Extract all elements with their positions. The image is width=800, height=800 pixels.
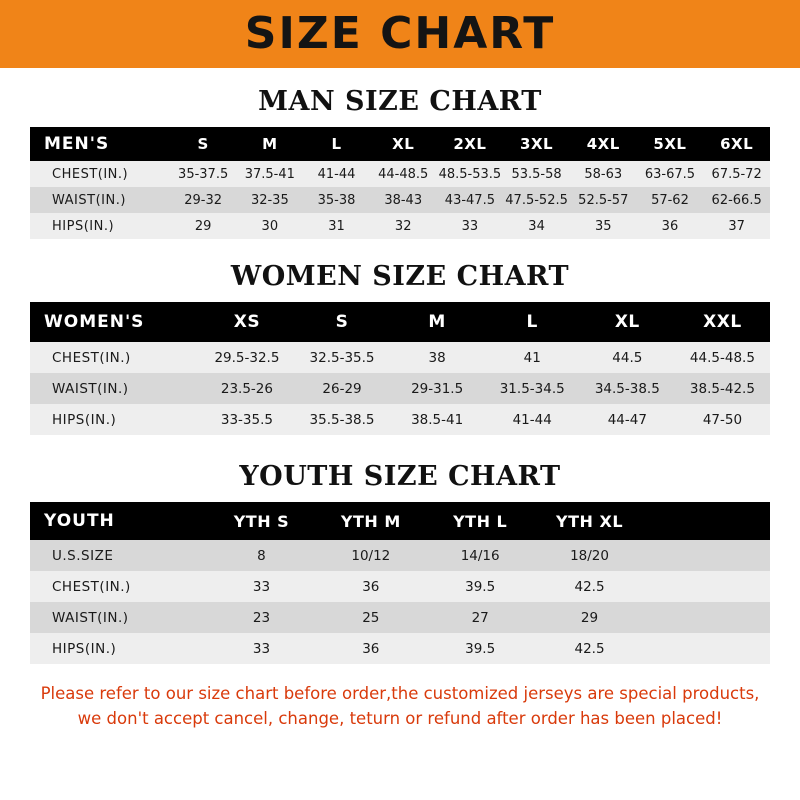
section-title-man: MAN SIZE CHART [258,86,542,117]
women-table-wrap [0,302,800,435]
youth-col-s: YTH S [207,502,316,540]
youth-table-head [30,502,770,540]
man-waist-xl: 38-43 [370,187,437,213]
man-col-3xl: 3XL [503,127,570,161]
youth-waist-l: 27 [425,602,534,633]
table-row [30,187,770,213]
man-hips-m: 30 [236,213,303,239]
man-chest-xl: 44-48.5 [370,161,437,187]
man-chest-4xl: 58-63 [570,161,637,187]
youth-ussize-s: 8 [207,540,316,571]
women-hips-xs: 33-35.5 [199,404,294,435]
youth-ussize-m: 10/12 [316,540,425,571]
women-chest-m: 38 [390,342,485,373]
youth-hips-xl: 42.5 [535,633,644,664]
women-hips-xxl: 47-50 [675,404,770,435]
man-col-6xl: 6XL [703,127,770,161]
youth-waist-s: 23 [207,602,316,633]
women-size-table [30,302,770,435]
women-hips-s: 35.5-38.5 [294,404,389,435]
youth-chest-xl: 42.5 [535,571,644,602]
man-waist-5xl: 57-62 [637,187,704,213]
youth-row-label-hips: HIPS(IN.) [30,633,207,664]
section-title-youth: YOUTH SIZE CHART [239,461,561,492]
women-col-xs: XS [199,302,294,342]
youth-col-xl: YTH XL [535,502,644,540]
women-hips-l: 41-44 [485,404,580,435]
women-col-l: L [485,302,580,342]
women-waist-m: 29-31.5 [390,373,485,404]
youth-chest-s: 33 [207,571,316,602]
youth-col-m: YTH M [316,502,425,540]
youth-table-body [30,540,770,664]
man-chest-6xl: 67.5-72 [703,161,770,187]
man-col-4xl: 4XL [570,127,637,161]
women-waist-s: 26-29 [294,373,389,404]
youth-row-label-ussize: U.S.SIZE [30,540,207,571]
women-chest-s: 32.5-35.5 [294,342,389,373]
footer-disclaimer [24,682,776,732]
youth-hips-s: 33 [207,633,316,664]
man-hips-3xl: 34 [503,213,570,239]
table-header-row [30,502,770,540]
youth-hips-spacer [644,633,770,664]
man-col-xl: XL [370,127,437,161]
women-header-label: WOMEN'S [30,302,199,342]
header-banner [0,0,800,68]
man-col-5xl: 5XL [637,127,704,161]
table-row [30,540,770,571]
women-chest-l: 41 [485,342,580,373]
man-waist-2xl: 43-47.5 [437,187,504,213]
youth-size-table [30,502,770,664]
women-table-head [30,302,770,342]
women-hips-m: 38.5-41 [390,404,485,435]
table-row [30,213,770,239]
table-header-row [30,127,770,161]
man-hips-5xl: 36 [637,213,704,239]
man-hips-l: 31 [303,213,370,239]
youth-waist-xl: 29 [535,602,644,633]
youth-table-wrap [0,502,800,664]
women-col-s: S [294,302,389,342]
table-row [30,602,770,633]
women-col-xxl: XXL [675,302,770,342]
women-table-body [30,342,770,435]
youth-ussize-spacer [644,540,770,571]
man-chest-3xl: 53.5-58 [503,161,570,187]
table-row [30,161,770,187]
page-title: SIZE CHART [244,8,556,59]
man-col-m: M [236,127,303,161]
man-row-label-waist: WAIST(IN.) [30,187,170,213]
man-chest-l: 41-44 [303,161,370,187]
man-table-head [30,127,770,161]
table-row [30,571,770,602]
man-table-body [30,161,770,239]
footer-line-2: we don't accept cancel, change, teturn or refund after order has been placed! [77,708,723,728]
table-row [30,342,770,373]
youth-hips-l: 39.5 [425,633,534,664]
youth-chest-m: 36 [316,571,425,602]
women-col-xl: XL [580,302,675,342]
man-header-label: MEN'S [30,127,170,161]
women-waist-xl: 34.5-38.5 [580,373,675,404]
man-col-2xl: 2XL [437,127,504,161]
man-hips-s: 29 [170,213,237,239]
women-row-label-waist: WAIST(IN.) [30,373,199,404]
youth-waist-spacer [644,602,770,633]
women-chest-xs: 29.5-32.5 [199,342,294,373]
youth-chest-l: 39.5 [425,571,534,602]
man-hips-4xl: 35 [570,213,637,239]
youth-col-spacer [644,502,770,540]
man-hips-2xl: 33 [437,213,504,239]
women-waist-xxl: 38.5-42.5 [675,373,770,404]
youth-row-label-chest: CHEST(IN.) [30,571,207,602]
women-waist-l: 31.5-34.5 [485,373,580,404]
footer-line-1: Please refer to our size chart before order,the customized jerseys are special products, [40,684,760,703]
man-chest-5xl: 63-67.5 [637,161,704,187]
youth-ussize-xl: 18/20 [535,540,644,571]
man-waist-m: 32-35 [236,187,303,213]
man-row-label-hips: HIPS(IN.) [30,213,170,239]
women-waist-xs: 23.5-26 [199,373,294,404]
man-col-l: L [303,127,370,161]
youth-waist-m: 25 [316,602,425,633]
man-size-table [30,127,770,239]
section-title-women: WOMEN SIZE CHART [230,261,570,292]
man-waist-4xl: 52.5-57 [570,187,637,213]
table-row [30,404,770,435]
women-row-label-chest: CHEST(IN.) [30,342,199,373]
youth-col-l: YTH L [425,502,534,540]
man-chest-s: 35-37.5 [170,161,237,187]
women-row-label-hips: HIPS(IN.) [30,404,199,435]
man-table-wrap [0,127,800,239]
man-waist-l: 35-38 [303,187,370,213]
man-hips-6xl: 37 [703,213,770,239]
youth-header-label: YOUTH [30,502,207,540]
women-chest-xxl: 44.5-48.5 [675,342,770,373]
youth-chest-spacer [644,571,770,602]
man-waist-6xl: 62-66.5 [703,187,770,213]
table-row [30,373,770,404]
youth-hips-m: 36 [316,633,425,664]
man-hips-xl: 32 [370,213,437,239]
youth-ussize-l: 14/16 [425,540,534,571]
man-row-label-chest: CHEST(IN.) [30,161,170,187]
table-header-row [30,302,770,342]
youth-row-label-waist: WAIST(IN.) [30,602,207,633]
man-waist-3xl: 47.5-52.5 [503,187,570,213]
women-chest-xl: 44.5 [580,342,675,373]
man-waist-s: 29-32 [170,187,237,213]
table-row [30,633,770,664]
man-chest-m: 37.5-41 [236,161,303,187]
women-col-m: M [390,302,485,342]
man-chest-2xl: 48.5-53.5 [437,161,504,187]
man-col-s: S [170,127,237,161]
women-hips-xl: 44-47 [580,404,675,435]
